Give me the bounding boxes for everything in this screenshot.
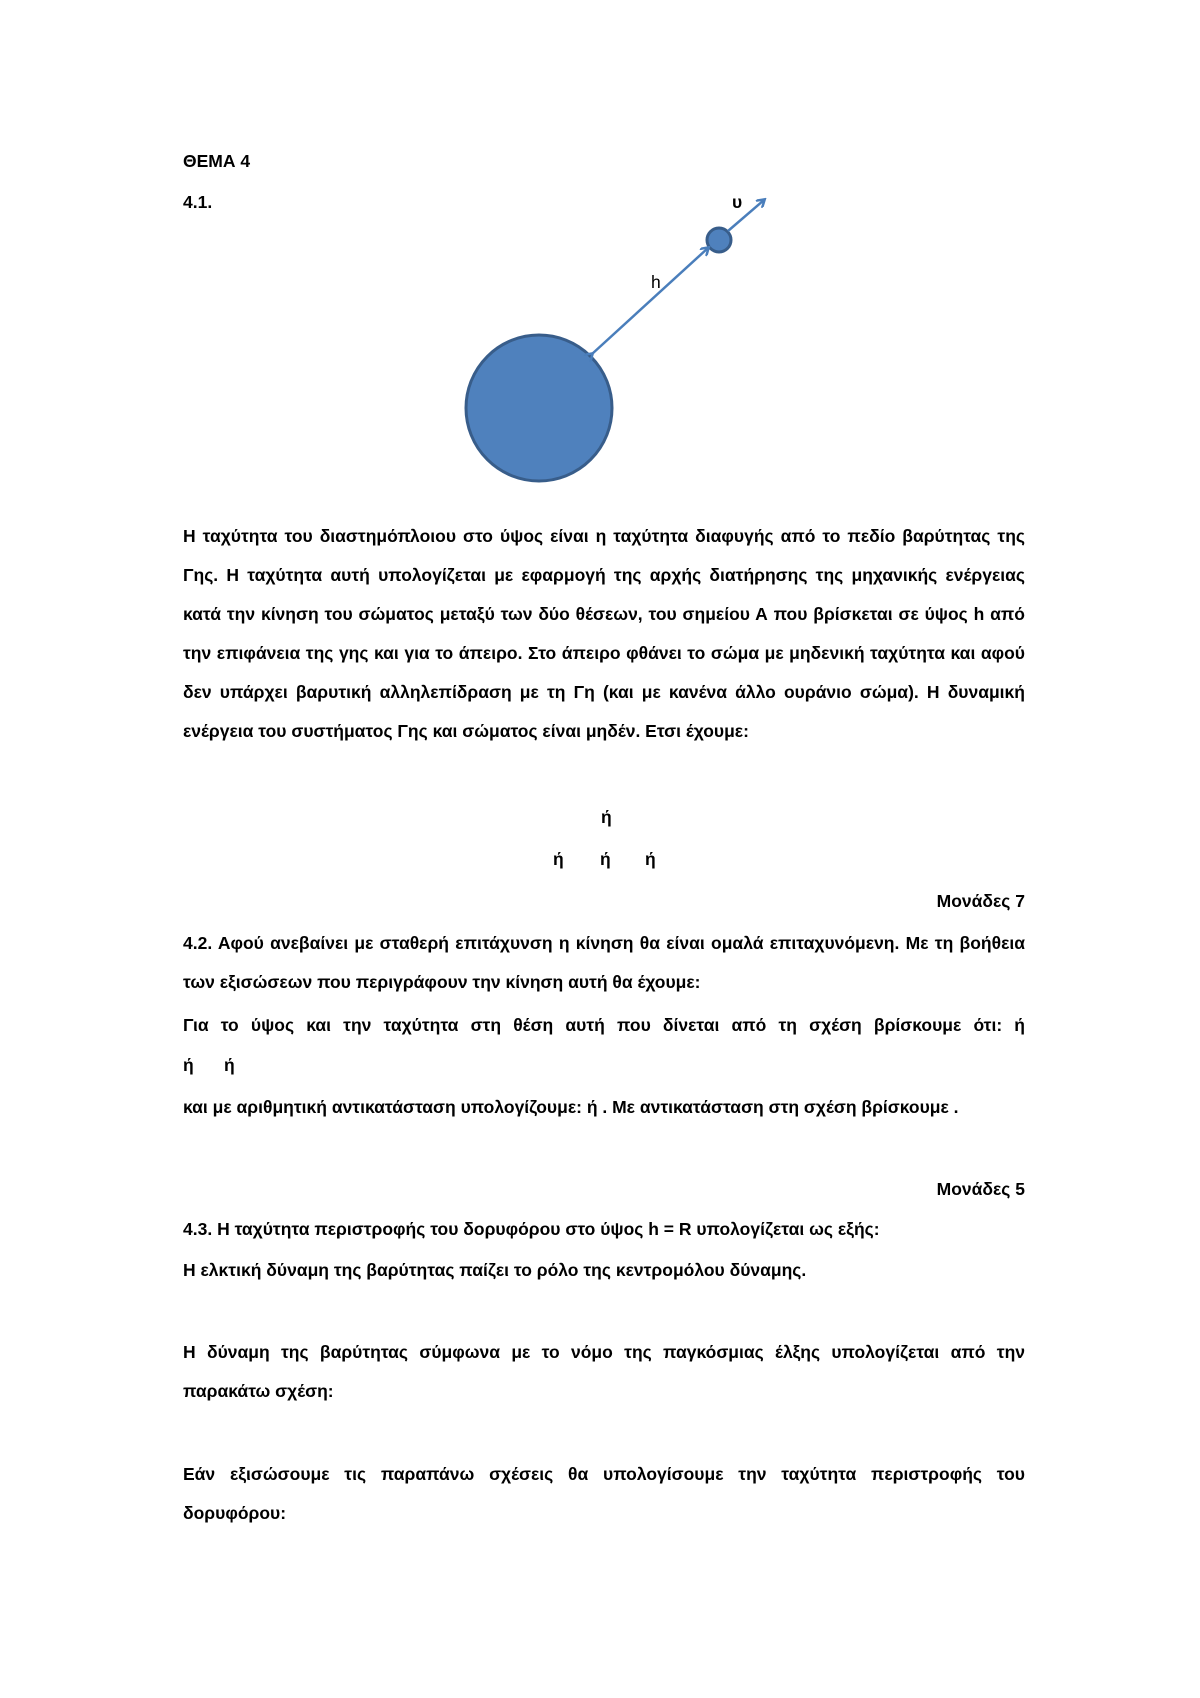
equation-line-1: ή	[601, 807, 612, 827]
spacecraft-circle	[707, 228, 731, 252]
heading: ΘΕΜΑ 4	[183, 151, 251, 171]
paragraph-4-3-text: Η ταχύτητα περιστροφής του δορυφόρου στο ύψος h = R υπολογίζεται ως εξής:	[212, 1219, 880, 1239]
paragraph-4-3-b: Η ελκτική δύναμη της βαρύτητας παίζει το ρόλο της κεντρομόλου δύναμης.	[183, 1260, 807, 1280]
section-4-1-label: 4.1.	[183, 192, 213, 212]
paragraph-4-1: Η ταχύτητα του διαστημόπλοιου στο ύψος είναι η ταχύτητα διαφυγής από το πεδίο βαρύτητας της Γης. Η ταχύτητα αυτή υπολογίζεται με εφαρμογή της αρχής διατήρησης της μηχανικής ενέργειας κατά την κίνηση του σώματος μεταξύ των δύο θέσεων, του σημείου Α που βρίσκεται σε ύψος h από την επιφάνεια της γης και για το άπειρο. Στο άπειρο φθάνει το σώμα με μηδενική ταχύτητα και αφού δεν υπάρχει βαρυτική αλληλεπίδραση με τη Γη (και με κανένα άλλο ουράνιο σώμα). Η δυναμική ενέργεια του συστήματος Γης και σώματος είναι μηδέν. Ετσι έχουμε:	[183, 526, 1025, 741]
paragraph-4-3-c: Η δύναμη της βαρύτητας σύμφωνα με το νόμο της παγκόσμιας έλξης υπολογίζεται από την παρακάτω σχέση:	[183, 1342, 1025, 1401]
equation-line-2b: ή	[600, 849, 611, 869]
monades-5: Μονάδες 5	[936, 1179, 1025, 1199]
equation-line-2c: ή	[645, 849, 656, 869]
paragraph-4-2-text: Αφού ανεβαίνει με σταθερή επιτάχυνση η κίνηση θα είναι ομαλά επιταχυνόμενη. Με τη βοήθεια των εξισώσεων που περιγράφουν την κίνηση αυτή θα έχουμε:	[183, 933, 1025, 992]
paragraph-4-3-d: Εάν εξισώσουμε τις παραπάνω σχέσεις θα υπολογίσουμε την ταχύτητα περιστροφής του δορυφόρου:	[183, 1464, 1025, 1523]
paragraph-4-2-d: και με αριθμητική αντικατάσταση υπολογίζουμε: ή . Με αντικατάσταση στη σχέση βρίσκουμε .	[183, 1097, 959, 1117]
height-label: h	[651, 272, 661, 292]
section-4-2-label: 4.2.	[183, 933, 213, 953]
paragraph-4-2-b: Για το ύψος και την ταχύτητα στη θέση αυτή που δίνεται από τη σχέση βρίσκουμε ότι: ή	[183, 1015, 1025, 1035]
section-4-3-label: 4.3.	[183, 1219, 213, 1239]
monades-7: Μονάδες 7	[936, 891, 1025, 911]
paragraph-4-3	[183, 1219, 880, 1240]
height-arrow	[592, 248, 708, 354]
paragraph-4-2-c-1: ή	[183, 1055, 194, 1075]
velocity-label: υ	[732, 192, 743, 212]
paragraph-4-2-c-2: ή	[224, 1055, 235, 1075]
earth-circle	[466, 335, 612, 481]
equation-line-2a: ή	[553, 849, 564, 869]
earth-satellite-figure	[0, 0, 1200, 520]
paragraph-4-2	[183, 924, 1025, 1002]
